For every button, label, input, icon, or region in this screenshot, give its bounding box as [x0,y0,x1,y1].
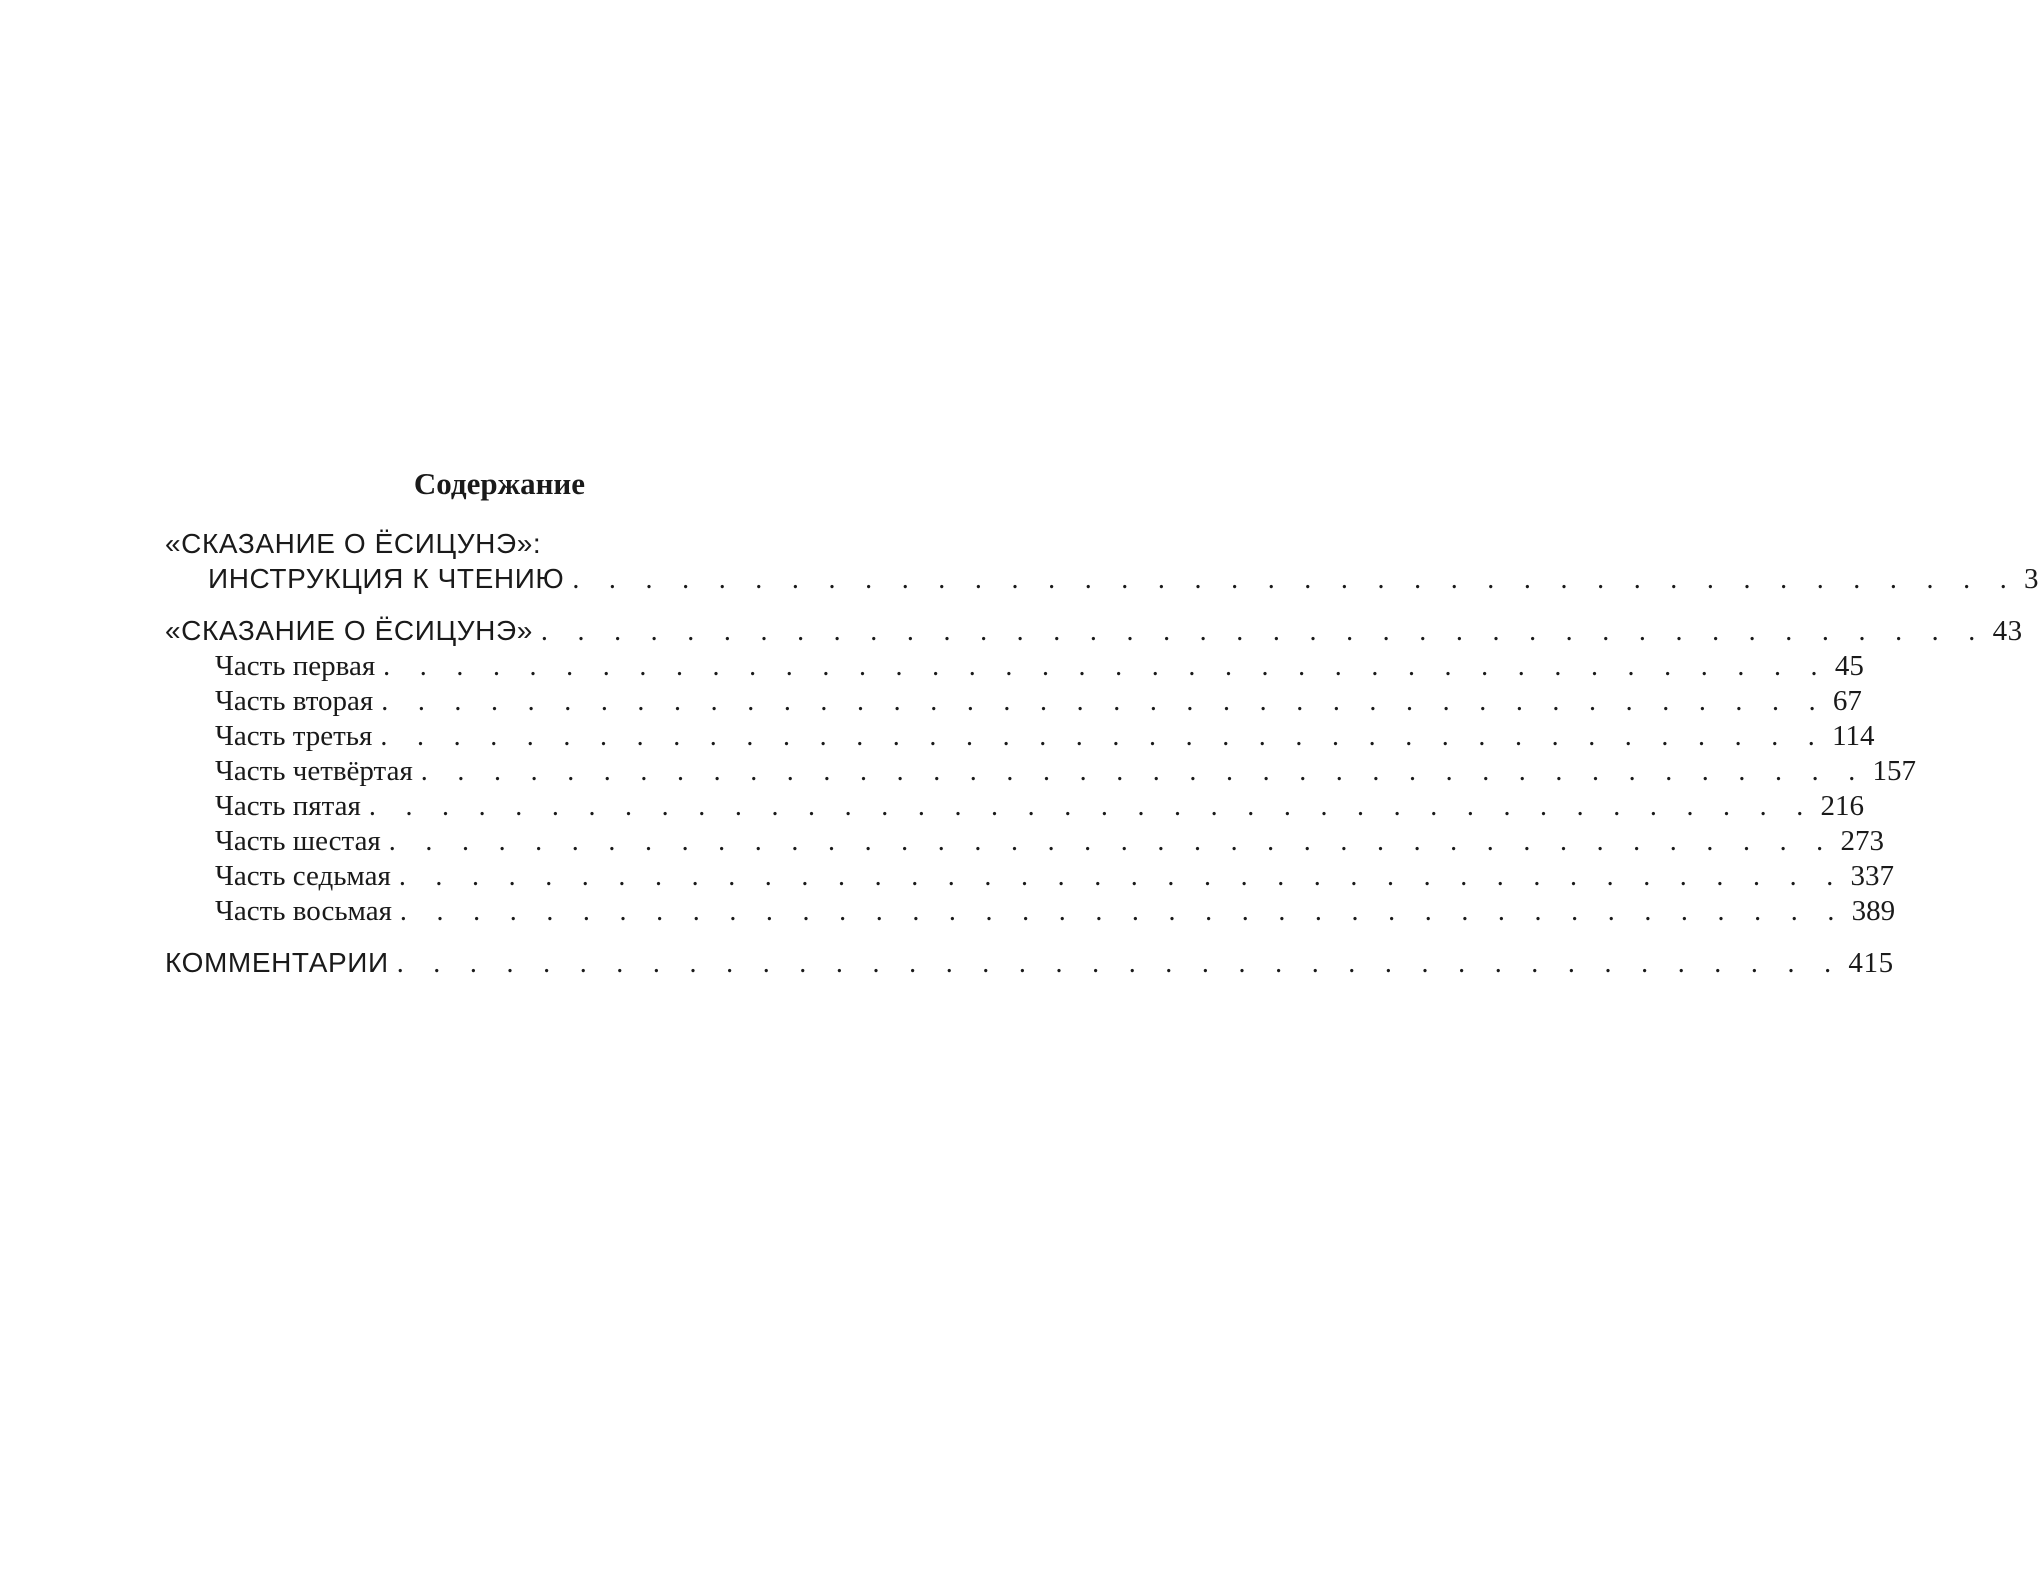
toc-entry-part-3[interactable] [215,718,1875,755]
toc-entry-page: 67 [1832,685,1862,717]
toc-entry-page: 415 [1848,947,1894,979]
toc-entry-label: КОММЕНТАРИИ [165,947,389,978]
toc-entry-main[interactable] [165,613,2023,650]
toc-entry-part-7[interactable] [215,858,1895,895]
toc-entry-page: 3 [2024,563,2039,595]
toc-entry-comments[interactable] [165,945,1894,982]
toc-entry-intro-line1: «СКАЗАНИЕ О ЁСИЦУНЭ»: [165,528,542,559]
toc-entry-part-8[interactable] [215,893,1896,930]
toc-entry-part-2[interactable] [215,683,1862,720]
toc-entry-label: Часть вторая [215,685,374,717]
dot-leader: . . . . . . . . . . . . . . . . . . . . . . . . . . . . . . . . . . . . . . . . [383,651,1829,682]
toc-entry-label: Часть четвёртая [215,755,413,787]
toc-entry-page: 45 [1834,650,1864,682]
toc-entry-label: Часть третья [215,720,373,752]
toc-entry-label: Часть шестая [215,825,381,857]
toc-entry-page: 216 [1820,790,1865,822]
toc-entry-part-4[interactable] [215,753,1916,790]
toc-entry-label: «СКАЗАНИЕ О ЁСИЦУНЭ» [165,615,533,646]
toc-entry-page: 389 [1851,895,1896,927]
dot-leader: . . . . . . . . . . . . . . . . . . . . . . . . . . . . . . . . . . . . . . . . [540,616,1987,647]
toc-entry-part-1[interactable] [215,648,1864,685]
toc-entry-page: 273 [1840,825,1884,857]
dot-leader: . . . . . . . . . . . . . . . . . . . . . . . . . . . . . . . . . . . . . . . . [368,791,1815,822]
dot-leader: . . . . . . . . . . . . . . . . . . . . . . . . . . . . . . . . . . . . . . . . [398,861,1845,892]
dot-leader: . . . . . . . . . . . . . . . . . . . . . . . . . . . . . . . . . . . . . . . . [399,896,1846,927]
toc-entry-page: 114 [1832,720,1875,752]
page-title: Содержание [413,466,586,501]
dot-leader: . . . . . . . . . . . . . . . . . . . . . . . . . . . . . . . . . . . . . . . . [381,686,1827,717]
dot-leader: . . . . . . . . . . . . . . . . . . . . . . . . . . . . . . . . . . . . . . . . [396,948,1843,979]
toc-entry-label: Часть седьмая [215,860,391,892]
dot-leader: . . . . . . . . . . . . . . . . . . . . . . . . . . . . . . . . . . . . . . . . [388,826,1835,857]
dot-leader: . . . . . . . . . . . . . . . . . . . . . . . . . . . . . . . . . . . . . . . . [572,564,2019,595]
toc-entry-label: Часть пятая [215,790,361,822]
toc-entry-label: ИНСТРУКЦИЯ К ЧТЕНИЮ [208,563,565,594]
toc-entry-page: 157 [1872,755,1916,787]
toc-entry-page: 43 [1992,615,2023,647]
toc-entry-page: 337 [1850,860,1895,892]
toc-entry-part-6[interactable] [215,823,1884,860]
toc-entry-intro[interactable] [208,561,2039,598]
dot-leader: . . . . . . . . . . . . . . . . . . . . . . . . . . . . . . . . . . . . . . . . [420,756,1867,787]
toc-entry-part-5[interactable] [215,788,1865,825]
toc-entry-label: Часть восьмая [215,895,392,927]
dot-leader: . . . . . . . . . . . . . . . . . . . . . . . . . . . . . . . . . . . . . . . . [380,721,1827,752]
toc-entry-label: Часть первая [215,650,376,682]
